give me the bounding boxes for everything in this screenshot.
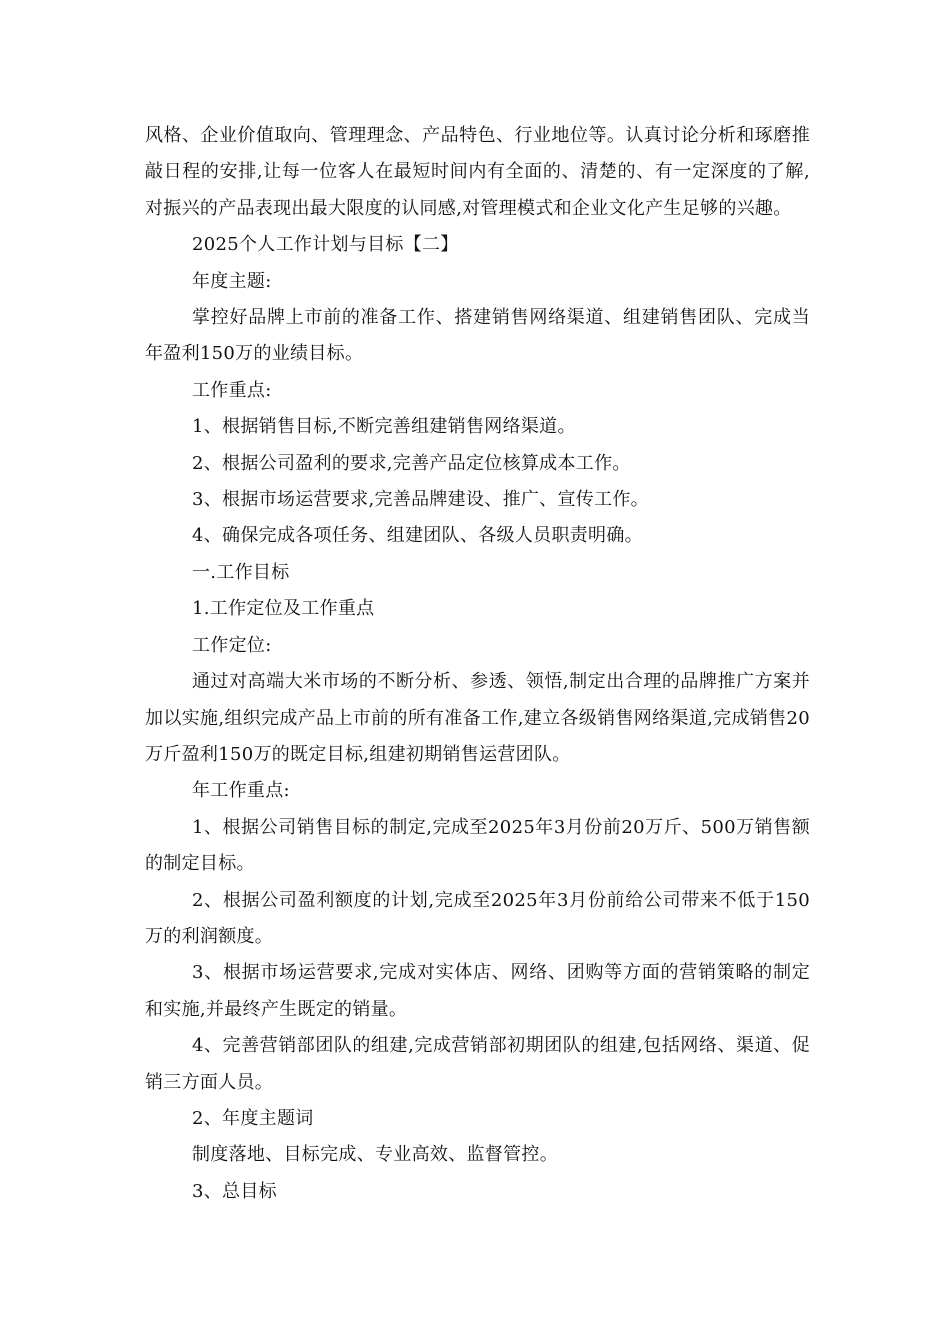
paragraph: 风格、企业价值取向、管理理念、产品特色、行业地位等。认真讨论分析和琢磨推敲日程的安排,让每一位客人在最短时间内有全面的、清楚的、有一定深度的了解,对振兴的产品表现出最大限度的认同感,对管理模式和企业文化产生足够的兴趣。 [145, 125, 810, 219]
list-item: 2、根据公司盈利额度的计划,完成至2025年3月份前给公司带来不低于150万的利润额度。 [145, 889, 810, 947]
list-item: 1、根据销售目标,不断完善组建销售网络渠道。 [192, 416, 576, 438]
heading-positioning-and-focus: 1.工作定位及工作重点 [192, 598, 375, 620]
list-item: 4、完善营销部团队的组建,完成营销部初期团队的组建,包括网络、渠道、促销三方面人员。 [145, 1035, 810, 1093]
list-item: 3、根据市场运营要求,完善品牌建设、推广、宣传工作。 [192, 489, 649, 511]
heading-annual-theme: 年度主题: [192, 270, 272, 292]
paragraph: 通过对高端大米市场的不断分析、参透、领悟,制定出合理的品牌推广方案并加以实施,组织完成产品上市前的所有准备工作,建立各级销售网络渠道,完成销售20万斤盈利150万的既定目标,组建初期销售运营团队。 [145, 671, 810, 765]
heading-overall-goal: 3、总目标 [192, 1180, 277, 1202]
heading-annual-keywords: 2、年度主题词 [192, 1107, 314, 1129]
heading-work-goals: 一.工作目标 [192, 561, 290, 583]
paragraph: 掌控好品牌上市前的准备工作、搭建销售网络渠道、组建销售团队、完成当年盈利150万的业绩目标。 [145, 307, 810, 365]
heading-work-positioning: 工作定位: [192, 634, 272, 656]
document-body [145, 118, 810, 1210]
list-item: 4、确保完成各项任务、组建团队、各级人员职责明确。 [192, 525, 643, 547]
heading-work-focus: 工作重点: [192, 379, 272, 401]
heading-annual-focus: 年工作重点: [192, 780, 290, 802]
list-item: 2、根据公司盈利的要求,完善产品定位核算成本工作。 [192, 452, 631, 474]
paragraph: 制度落地、目标完成、专业高效、监督管控。 [192, 1144, 558, 1166]
list-item: 1、根据公司销售目标的制定,完成至2025年3月份前20万斤、500万销售额的制定目标。 [145, 816, 810, 875]
section-title: 2025个人工作计划与目标【二】 [192, 234, 459, 256]
list-item: 3、根据市场运营要求,完成对实体店、网络、团购等方面的营销策略的制定和实施,并最终产生既定的销量。 [145, 962, 810, 1020]
